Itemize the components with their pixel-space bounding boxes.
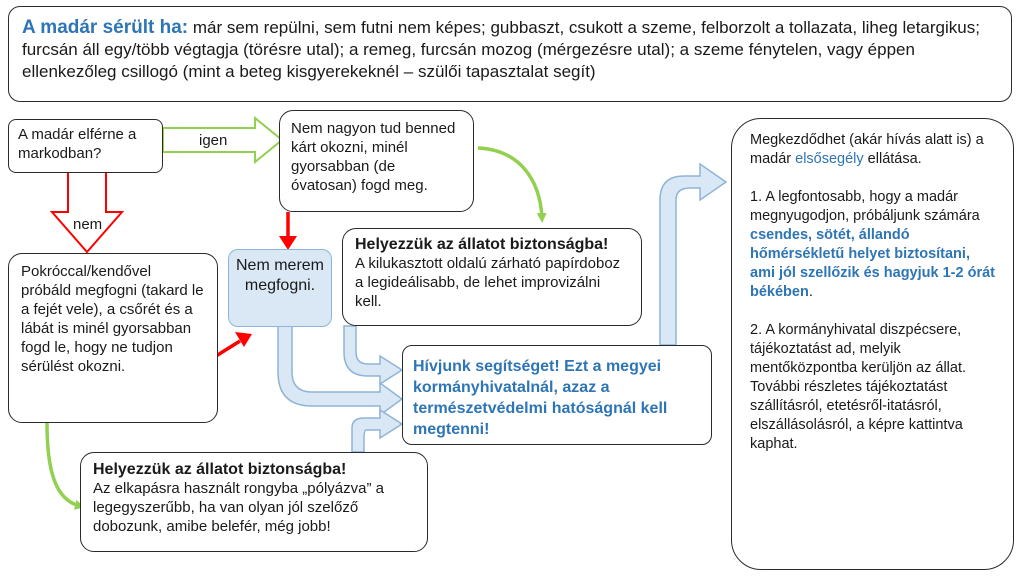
no-label: nem <box>73 216 103 233</box>
yes-label: igen <box>199 132 228 149</box>
blue-arrow-safety-bottom-to-help <box>352 410 402 452</box>
yes-box-text: Nem nagyon tud benned kárt okozni, minél gyorsabban (de óvatosan) fogd meg. <box>291 120 456 194</box>
safety-top-text: A kilukasztott oldalú zárható papírdoboz a legideálisabb, de lehet improvizálni kell. <box>355 255 621 310</box>
blue-arrow-safety-top-to-help <box>344 326 402 384</box>
right-box <box>731 118 1014 570</box>
red-arrow-down-head <box>279 236 297 250</box>
right-p2-b: . <box>808 284 813 300</box>
right-p1-b: ellátása. <box>863 151 922 167</box>
safety-bottom-text: Az elkapásra használt rongyba „pólyázva” a legegyszerűbb, ha van olyan jól szelőző dobozunk, amibe belefér, még jobb! <box>93 480 384 535</box>
header-text: már sem repülni, sem futni nem képes; gubbaszt, csukott a szeme, felborzolt a tollazata, liheg letargikus; furcsán áll egy/több végtagja (törésre utal); a remeg, furcsán mozog (mérgezésre utal); a szeme fénytelen, vagy éppen ellenkezőleg csillogó (mint a beteg kisgyerekeknél – szülői tapasztalat segít) <box>22 18 980 81</box>
no-box-text: Pokróccal/kendővel próbáld megfogni (takard le a fejét vele), a csőrét és a lábát is minél gyorsabban fogd le, hogy ne tudjon sérülést okozni. <box>21 263 204 375</box>
red-arrow-diag-head <box>235 332 252 347</box>
safety-bottom-box <box>80 452 428 552</box>
help-box <box>402 345 712 445</box>
question-box <box>8 119 163 173</box>
blue-arrow-help-to-right <box>660 164 726 345</box>
no-arrow <box>52 172 122 252</box>
header-lead: A madár sérült ha: <box>22 17 189 38</box>
no-box <box>8 253 218 423</box>
green-arrow-to-safety-bottom <box>47 423 80 506</box>
yes-box <box>279 110 474 212</box>
right-p3: 2. A kormányhivatal diszpécsere, tájékoztatást ad, melyik mentőközpontba kerüljön az állat. További részletes tájékoztatást szállításról, etetésről-itatásról, elszállásolásról, a képre kattintva kaphat. <box>750 322 967 452</box>
safety-bottom-title: Helyezzük az állatot biztonságba! <box>93 461 347 478</box>
header-box <box>8 6 1012 102</box>
right-p1 <box>750 131 998 169</box>
help-box-text: Hívjunk segítséget! Ezt a megyei kormányhivatalnál, azaz a természetvédelmi hatóságnál kell megtenni! <box>413 358 668 438</box>
safety-top-box <box>342 228 642 326</box>
afraid-box <box>228 249 332 327</box>
afraid-box-text: Nem merem megfogni. <box>235 257 324 294</box>
first-aid-link[interactable]: elsősegély <box>795 151 864 167</box>
green-arrow-to-safety-top <box>478 148 542 218</box>
right-p2-bold: csendes, sötét, állandó hőmérsékletű helyet biztosítani, ami jól szellőzik és hagyjuk 1-2 órát békében <box>750 227 995 300</box>
right-p1-a: Megkezdődhet (akár hívás alatt is) a madár <box>750 132 984 167</box>
question-text: A madár elférne a markodban? <box>18 126 137 162</box>
safety-top-title: Helyezzük az állatot biztonságba! <box>355 236 609 253</box>
right-p2 <box>750 188 998 302</box>
right-p2-a: 1. A legfontosabb, hogy a madár megnyugodjon, próbáljunk számára <box>750 189 980 224</box>
red-arrow-diag <box>216 341 240 356</box>
